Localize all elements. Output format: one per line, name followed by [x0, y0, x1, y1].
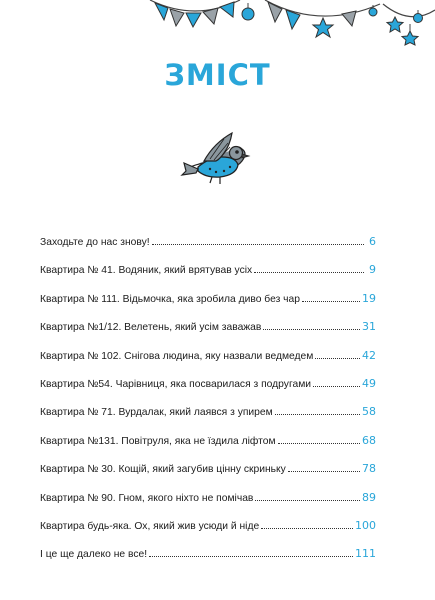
bird-icon: [180, 131, 260, 191]
dot-leader: [278, 443, 360, 444]
toc-entry-title: Квартира будь-яка. Ох, який жив усюди й ніде: [40, 520, 260, 532]
toc-entry[interactable]: [40, 514, 376, 532]
dot-leader: [261, 528, 353, 529]
toc-entry-title: Квартира № 41. Водяник, який врятував усіх: [40, 265, 253, 277]
toc-entry[interactable]: [40, 315, 376, 333]
dot-leader: [288, 471, 360, 472]
star-ornaments: [242, 3, 423, 45]
toc-entry[interactable]: [40, 429, 376, 447]
toc-entry-title: Квартира № 71. Вурдалак, який лаявся з упирем: [40, 407, 273, 419]
dot-leader: [313, 386, 360, 387]
dot-leader: [152, 244, 364, 245]
toc-entry-title: Квартира № 102. Снігова людина, яку назвали ведмедем: [40, 350, 314, 362]
toc-entry-page-number: 111: [355, 547, 376, 561]
toc-entry-page-number: 31: [362, 320, 376, 334]
toc-entry-title: Квартира №1/12. Велетень, який усім заважав: [40, 322, 262, 334]
toc-entry[interactable]: [40, 542, 376, 560]
toc-entry[interactable]: [40, 344, 376, 362]
toc-entry-title: Квартира № 111. Відьмочка, яка зробила диво без чар: [40, 293, 300, 305]
toc-entry[interactable]: [40, 287, 376, 305]
toc-entry[interactable]: [40, 457, 376, 475]
toc-entry[interactable]: [40, 400, 376, 418]
toc-entry-page-number: 49: [362, 376, 376, 390]
toc-entry-title: Квартира №54. Чарівниця, яка посварилася з подругами: [40, 378, 312, 390]
toc-entry-page-number: 89: [362, 490, 376, 504]
toc-entry-page-number: 100: [355, 518, 376, 532]
dot-leader: [275, 414, 360, 415]
garland-decoration: [0, 0, 435, 60]
toc-entry-page-number: 68: [362, 433, 376, 447]
toc-entry-title: Квартира №131. Повітруля, яка не їздила ліфтом: [40, 435, 276, 447]
toc-entry-title: Квартира № 90. Гном, якого ніхто не помічав: [40, 492, 254, 504]
toc-entry-page-number: 19: [362, 291, 376, 305]
dot-leader: [315, 358, 360, 359]
toc-entry-title: І це ще далеко не все!: [40, 549, 148, 561]
dot-leader: [263, 329, 360, 330]
dot-leader: [302, 301, 360, 302]
toc-entry[interactable]: [40, 372, 376, 390]
toc-entry[interactable]: [40, 486, 376, 504]
toc-entry[interactable]: [40, 230, 376, 248]
dot-leader: [254, 272, 364, 273]
toc-entry-page-number: 6: [369, 235, 376, 248]
toc-entry-page-number: 9: [369, 263, 376, 277]
toc-entry-page-number: 78: [362, 462, 376, 476]
page-title: ЗМІСТ: [164, 58, 271, 92]
dot-leader: [149, 556, 353, 557]
toc-entry-page-number: 58: [362, 405, 376, 419]
table-of-contents: [40, 230, 376, 571]
toc-entry-page-number: 42: [362, 348, 376, 362]
dot-leader: [255, 500, 360, 501]
toc-entry-title: Квартира № 30. Кощій, який загубив цінну скриньку: [40, 464, 286, 476]
toc-entry-title: Заходьте до нас знову!: [40, 237, 150, 248]
toc-entry[interactable]: [40, 258, 376, 276]
